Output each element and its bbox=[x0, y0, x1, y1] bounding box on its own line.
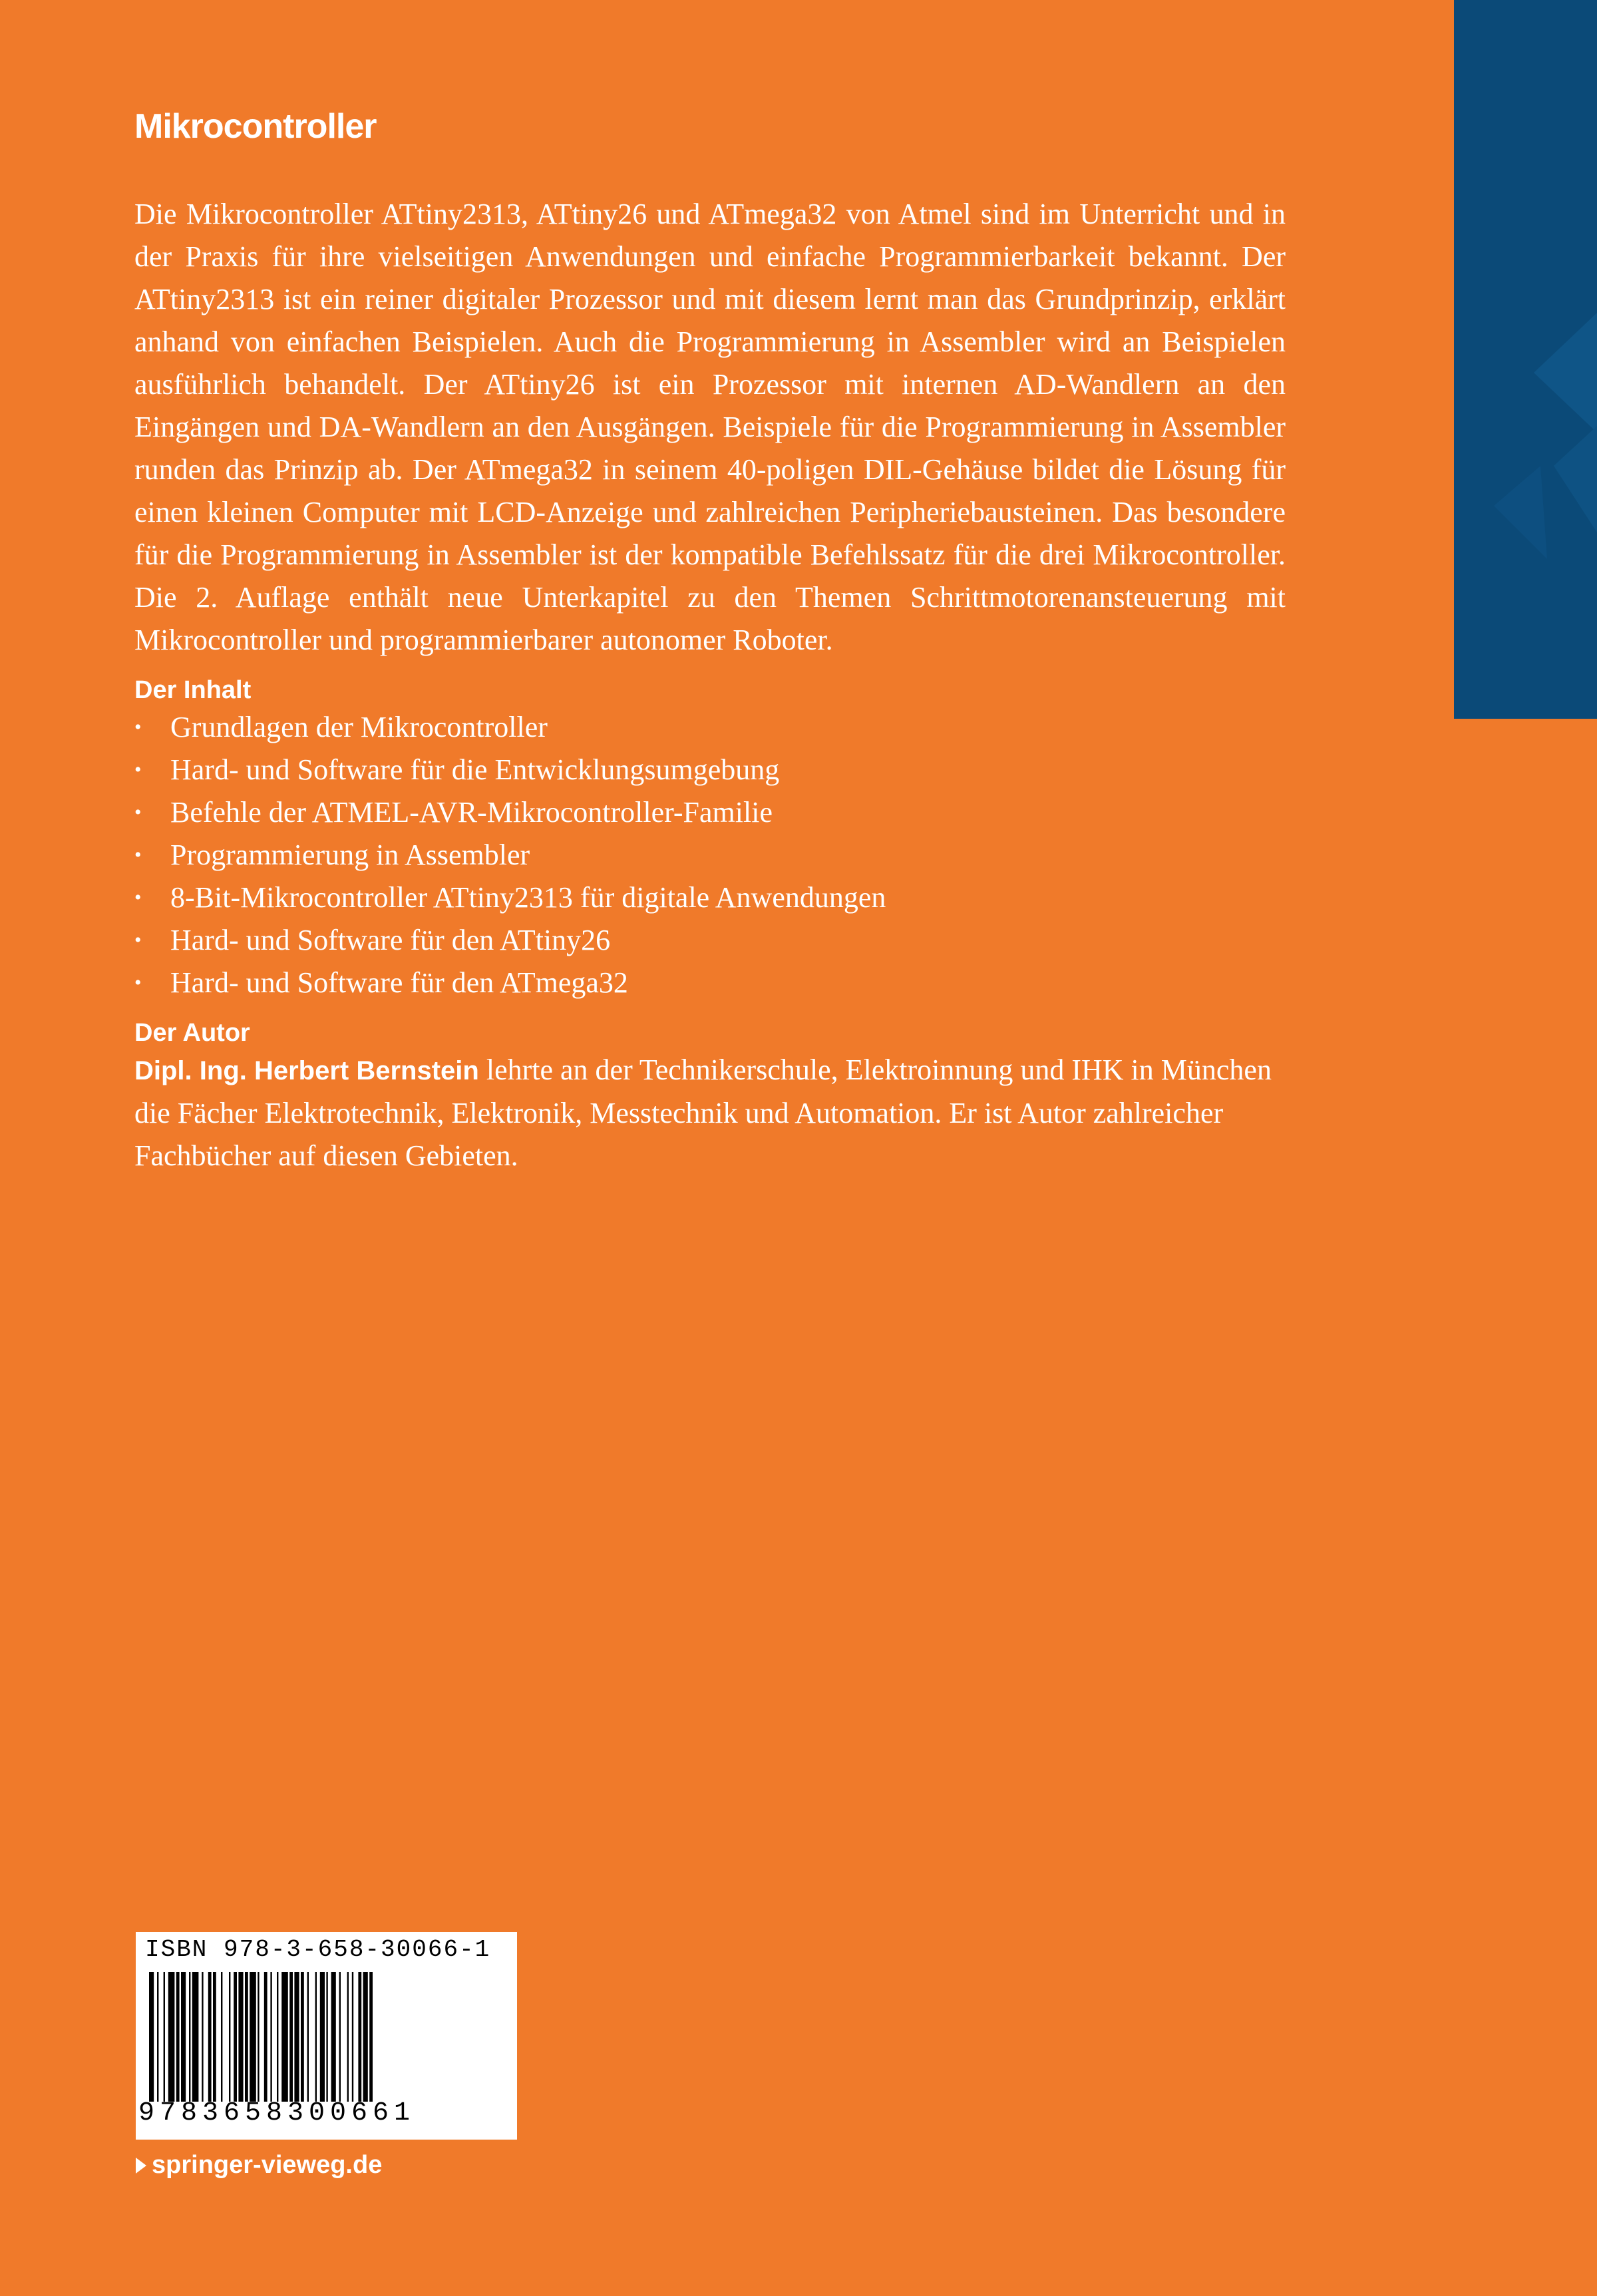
barcode-bar bbox=[294, 1972, 299, 2102]
barcode-bar bbox=[289, 1972, 293, 2102]
bullet-icon: • bbox=[134, 972, 142, 994]
barcode-bar bbox=[234, 1972, 237, 2102]
barcode-bar bbox=[213, 1972, 216, 2102]
publisher-link[interactable] bbox=[136, 2151, 382, 2180]
back-cover-text bbox=[134, 106, 1286, 1177]
barcode-bar bbox=[192, 1972, 199, 2102]
barcode-bar bbox=[320, 1972, 325, 2102]
isbn-barcode bbox=[136, 1932, 517, 2140]
accent-pattern bbox=[1454, 0, 1597, 719]
barcode-bar bbox=[264, 1972, 267, 2102]
barcode-bar bbox=[245, 1972, 248, 2102]
arrow-right-icon bbox=[136, 2158, 146, 2174]
bullet-icon: • bbox=[134, 886, 142, 908]
bullet-icon: • bbox=[134, 844, 142, 866]
barcode-bar bbox=[347, 1972, 349, 2102]
bullet-icon: • bbox=[134, 716, 142, 738]
barcode-bar bbox=[369, 1972, 373, 2102]
publisher-url: springer-vieweg.de bbox=[152, 2151, 383, 2179]
barcode-bar bbox=[229, 1972, 230, 2102]
author-name: Dipl. Ing. Herbert Bernstein bbox=[134, 1056, 479, 1085]
barcode-bar bbox=[157, 1972, 158, 2102]
barcode-bar bbox=[331, 1972, 336, 2102]
contents-list bbox=[134, 706, 1286, 1004]
book-description: Die Mikrocontroller ATtiny2313, ATtiny26 und ATmega32 von Atmel sind im Unterricht und in der Praxis für ihre vielseitigen Anwendungen und einfache Programmierbarkeit bekannt. Der ATtiny2313 ist ein reiner digitaler Prozessor und mit diesem lernt man das Grundprinzip, erklärt anhand von einfachen Beispielen. Auch die Programmierung in Assembler wird an Beispielen ausführlich behandelt. Der ATtiny26 ist ein Prozessor mit internen AD-Wandlern an den Eingängen und DA-Wandlern an den Ausgängen. Beispiele für die Programmierung in Assembler runden das Prinzip ab. Der ATmega32 in seinem 40-poligen DIL-Gehäuse bildet die Lösung für einen kleinen Computer mit LCD-Anzeige und zahlreichen Peripheriebausteinen. Das besondere für die Programmierung in Assembler ist der kompatible Befehlssatz für die drei Mikrocontroller. Die 2. Auflage enthält neue Unterkapitel zu den Themen Schrittmotorenansteuerung mit Mikrocontroller und programmierbarer autonomer Roboter. bbox=[134, 198, 1286, 656]
spine-accent-tab bbox=[1454, 0, 1597, 719]
barcode-bar bbox=[189, 1972, 190, 2102]
barcode-bar bbox=[238, 1972, 243, 2102]
barcode-icon bbox=[149, 1972, 502, 2105]
contents-item: • Programmierung in Assembler bbox=[134, 834, 1286, 876]
barcode-bar bbox=[181, 1972, 186, 2102]
barcode-bar bbox=[358, 1972, 361, 2102]
author-bio bbox=[134, 1049, 1286, 1177]
barcode-bar bbox=[363, 1972, 368, 2102]
contents-item: • Befehle der ATMEL-AVR-Mikrocontroller-Familie bbox=[134, 791, 1286, 834]
barcode-bar bbox=[277, 1972, 278, 2102]
contents-item: • Hard- und Software für den ATtiny26 bbox=[134, 919, 1286, 962]
barcode-digits: 9783658300661 bbox=[138, 2098, 416, 2128]
contents-item: • Grundlagen der Mikrocontroller bbox=[134, 706, 1286, 749]
author-heading: Der Autor bbox=[134, 1019, 250, 1047]
contents-item: • Hard- und Software für den ATmega32 bbox=[134, 962, 1286, 1004]
barcode-bar bbox=[301, 1972, 304, 2102]
isbn-label: ISBN 978-3-658-30066-1 bbox=[145, 1936, 491, 1963]
author-description: lehrte an der Technikerschule, Elektroinnung und IHK in München die Fächer Elektrotechnik, Elektronik, Messtechnik und Automation. Er ist Autor zahlreicher Fachbücher auf diesen Gebieten. bbox=[134, 1053, 1272, 1172]
barcode-bar bbox=[315, 1972, 317, 2102]
barcode-bar bbox=[176, 1972, 180, 2102]
barcode-bar bbox=[208, 1972, 212, 2102]
barcode-bar bbox=[221, 1972, 222, 2102]
bullet-icon: • bbox=[134, 801, 142, 823]
barcode-bar bbox=[281, 1972, 288, 2102]
barcode-bar bbox=[168, 1972, 175, 2102]
contents-heading: Der Inhalt bbox=[134, 676, 252, 704]
contents-item: • 8-Bit-Mikrocontroller ATtiny2313 für digitale Anwendungen bbox=[134, 876, 1286, 919]
bullet-icon: • bbox=[134, 929, 142, 951]
barcode-bar bbox=[250, 1972, 256, 2102]
barcode-bar bbox=[164, 1972, 165, 2102]
barcode-bar bbox=[339, 1972, 341, 2102]
book-title: Mikrocontroller bbox=[134, 107, 377, 146]
contents-item: • Hard- und Software für die Entwicklungsumgebung bbox=[134, 749, 1286, 791]
barcode-bar bbox=[202, 1972, 203, 2102]
barcode-bar bbox=[270, 1972, 271, 2102]
barcode-bar bbox=[307, 1972, 309, 2102]
barcode-bar bbox=[149, 1972, 154, 2102]
bullet-icon: • bbox=[134, 759, 142, 781]
barcode-bar bbox=[352, 1972, 353, 2102]
barcode-bar bbox=[258, 1972, 259, 2102]
barcode-bar bbox=[326, 1972, 327, 2102]
